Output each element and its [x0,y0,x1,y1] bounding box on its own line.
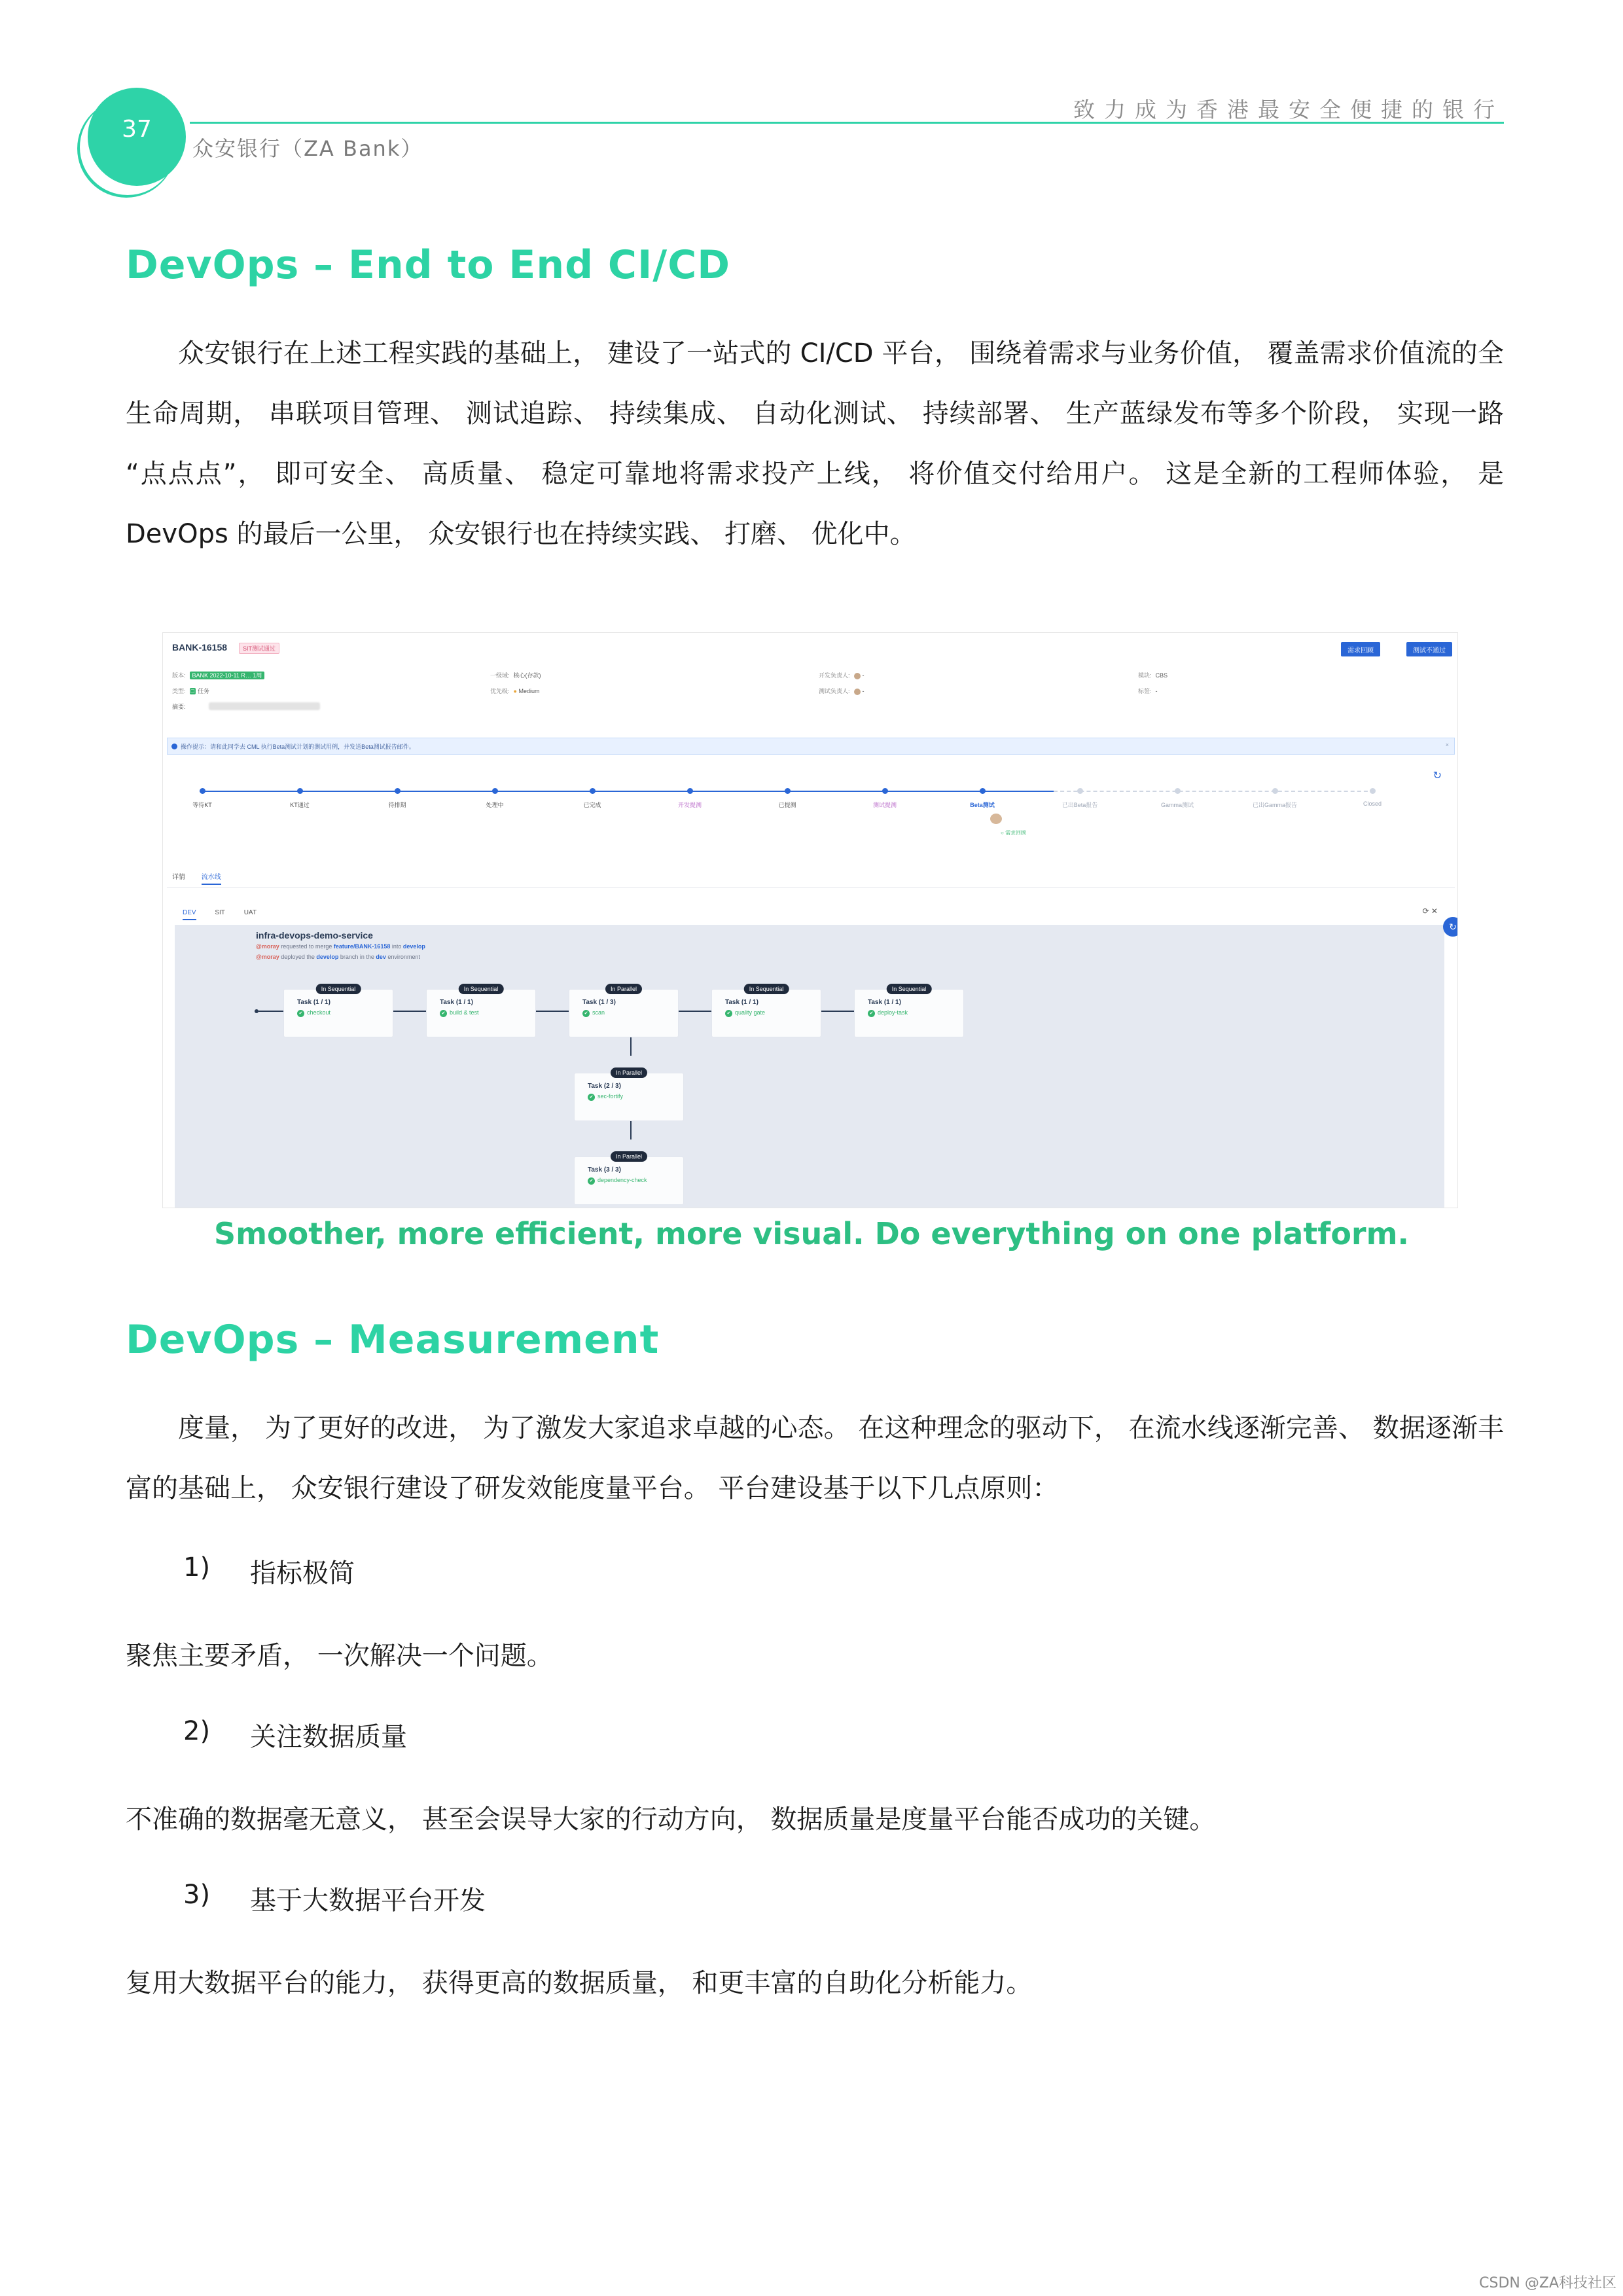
meta-level1: 一级域: 核心(存款) [490,672,541,679]
tab-pipeline[interactable]: 流水线 [202,874,221,885]
info-icon [171,744,177,749]
tab-dev[interactable]: DEV [183,909,196,920]
pipeline-stage-card[interactable] [854,986,964,1037]
ticket-id: BANK-16158 [172,642,228,653]
workflow-step[interactable]: 已出Gamma报告 [1252,802,1298,808]
meta-tags: 标签: - [1138,688,1158,694]
principle-1-desc: 聚焦主要矛盾， 一次解决一个问题。 [126,1641,553,1671]
current-step-action[interactable]: ○ 需求回顾 [1001,830,1027,836]
stage-task-name: ✔ checkout [297,1009,330,1017]
workflow-step[interactable]: Beta测试 [970,802,995,808]
progress-track-pending [1054,791,1374,792]
summary-redacted [209,702,320,710]
operation-notice: 操作提示：请和此同学去 CML 执行Beta测试计划的测试用例，并发送Beta测试报告邮件。 × [167,738,1455,755]
stage-task-count: Task (1 / 1) [725,999,758,1006]
meta-priority: 优先级: ● Medium [490,688,540,694]
watermark: CSDN @ZA科技社区 [1479,2275,1616,2291]
workflow-step-dot [395,788,401,794]
avatar [854,689,861,695]
tab-details[interactable]: 详情 [172,874,185,881]
merge-log: @moray requested to merge feature/BANK-16158 into develop [256,943,425,950]
stage-mode-pill: In Parallel [611,1151,647,1162]
workflow-step[interactable]: Closed [1363,800,1382,807]
pipeline-canvas [175,925,1444,1208]
stage-task-count: Task (1 / 1) [297,999,330,1006]
pipeline-link [259,1011,283,1012]
workflow-step[interactable]: 待排期 [388,802,406,808]
stage-task-count: Task (1 / 1) [440,999,473,1006]
divider [167,887,1455,888]
canvas-tools-icon[interactable]: ⟳ ✕ [1422,906,1438,916]
principle-2-number: 2) [183,1716,211,1746]
pipeline-link [536,1011,569,1012]
workflow-step[interactable]: 已出Beta报告 [1061,802,1098,808]
workflow-step[interactable]: 开发提测 [677,802,702,808]
workflow-step-dot [882,788,888,794]
principle-3-desc: 复用大数据平台的能力， 获得更高的数据质量， 和更丰富的自助化分析能力。 [126,1968,1033,1998]
section-title-cicd: DevOps – End to End CI/CD [126,242,731,288]
workflow-step-dot [980,788,986,794]
meta-version: 版本: BANK 2022-10-11 R… 1周 [172,671,264,679]
stage-task-name: ✔ scan [582,1009,605,1017]
pipeline-stage-card[interactable] [711,986,821,1037]
header-bank-name: 众安银行（ZA Bank） [192,136,423,161]
screenshot-caption: Smoother, more efficient, more visual. Do everything on one platform. [213,1216,1410,1251]
workflow-step[interactable]: Gamma测试 [1160,802,1194,808]
stage-task-name: ✔ sec-fortify [588,1093,623,1101]
pipeline-stage-card[interactable] [283,986,393,1037]
tab-sit[interactable]: SIT [215,909,225,916]
close-icon[interactable]: × [1445,742,1449,748]
status-badge: SIT测试通过 [239,643,279,654]
workflow-step-dot [1077,788,1083,794]
workflow-step[interactable]: 处理中 [486,802,504,808]
stage-mode-pill: In Sequential [459,984,504,994]
workflow-step[interactable]: 已提测 [778,802,796,808]
stage-task-name: ✔ build & test [440,1009,479,1017]
principle-3-number: 3) [183,1880,211,1910]
meta-test-owner: 测试负责人: - [819,688,865,694]
header-slogan: 致力成为香港最安全便捷的银行 [1073,97,1504,122]
pipeline-link [630,1036,632,1056]
meta-summary: 摘要: [172,704,186,710]
stage-mode-pill: In Sequential [744,984,789,994]
stage-mode-pill: In Parallel [605,984,642,994]
detail-tabs [172,871,236,881]
workflow-step[interactable]: KT通过 [290,802,310,808]
cicd-paragraph: 众安银行在上述工程实践的基础上， 建设了一站式的 CI/CD 平台， 围绕着需求与业务价值， 覆盖需求价值流的全生命周期， 串联项目管理、 测试追踪、 持续集成、 自动化测试、 持续部署、 生产蓝绿发布等多个阶段， 实现一路 “点点点”， 即可安全、 高质量、 稳定可靠地将需求投产上线， 将价值交付给用户。 这是全新的工程师体验， 是 DevOps 的最后一公里， 众安银行也在持续实践、 打磨、 优化中。 [126,338,1504,549]
pipeline-stage-card[interactable] [574,1069,684,1121]
workflow-step-dot [1272,788,1278,794]
section-title-measurement: DevOps – Measurement [126,1317,660,1363]
principle-2-title: 关注数据质量 [250,1722,407,1752]
pipeline-link [393,1011,426,1012]
workflow-step[interactable]: 等待KT [192,802,212,808]
measurement-paragraph: 度量， 为了更好的改进， 为了激发大家追求卓越的心态。 在这种理念的驱动下， 在流水线逐渐完善、 数据逐渐丰富的基础上， 众安银行建设了研发效能度量平台。 平台建设基于以下几点原则： [126,1413,1504,1503]
workflow-step-dot [785,788,791,794]
meta-module: 模块: CBS [1138,672,1168,679]
pipeline-link [821,1011,854,1012]
expand-icon[interactable]: ↻ [1443,917,1458,937]
stage-task-name: ✔ quality gate [725,1009,765,1017]
pipeline-stage-card[interactable] [426,986,536,1037]
stage-task-name: ✔ dependency-check [588,1177,647,1185]
stage-task-count: Task (3 / 3) [588,1166,621,1174]
principle-2-desc: 不准确的数据毫无意义， 甚至会误导大家的行动方向， 数据质量是度量平台能否成功的关键。 [126,1804,1216,1835]
requirement-review-button[interactable]: 需求回顾 [1341,642,1380,656]
avatar [990,814,1002,824]
page-number: 37 [122,115,152,143]
stage-mode-pill: In Parallel [611,1067,647,1078]
workflow-step[interactable]: 测试提测 [872,802,897,808]
service-name: infra-devops-demo-service [256,930,373,941]
tab-uat[interactable]: UAT [243,909,257,916]
principle-1-number: 1) [183,1552,211,1583]
progress-track [200,791,1054,792]
workflow-step[interactable]: 已完成 [583,802,601,808]
meta-type: 类型: □ 任务 [172,688,209,694]
deploy-log: @moray deployed the develop branch in the dev environment [256,954,420,960]
test-fail-button[interactable]: 测试不通过 [1406,642,1452,656]
stage-task-count: Task (1 / 3) [582,999,616,1006]
workflow-step-dot [687,788,693,794]
workflow-step-dot [297,788,303,794]
avatar [854,673,861,679]
cicd-platform-screenshot [162,632,1458,1208]
stage-task-count: Task (1 / 1) [868,999,901,1006]
workflow-step-dot [1370,788,1376,794]
pipeline-stage-card[interactable] [574,1153,684,1205]
stage-mode-pill: In Sequential [887,984,932,994]
principle-3-title: 基于大数据平台开发 [250,1886,486,1916]
pipeline-link [679,1011,711,1012]
workflow-step-dot [200,788,205,794]
stage-task-count: Task (2 / 3) [588,1083,621,1090]
meta-dev-owner: 开发负责人: - [819,672,865,679]
workflow-step-dot [492,788,498,794]
pipeline-stage-card[interactable] [569,986,679,1037]
stage-mode-pill: In Sequential [316,984,361,994]
workflow-step-dot [590,788,596,794]
workflow-step-dot [1175,788,1181,794]
env-tabs [183,909,274,916]
principle-1-title: 指标极简 [250,1558,355,1588]
stage-task-name: ✔ deploy-task [868,1009,908,1017]
refresh-icon[interactable]: ↻ [1433,770,1442,781]
